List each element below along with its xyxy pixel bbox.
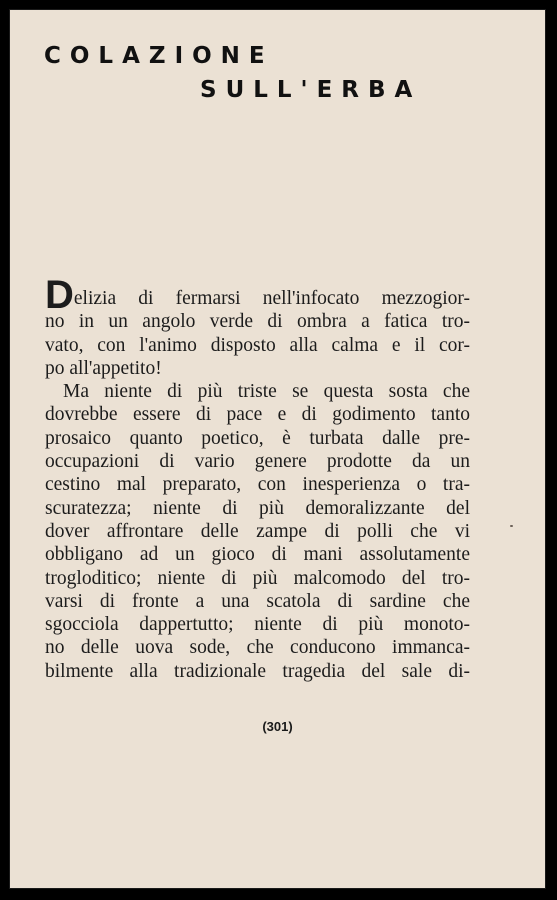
text-line: dover affrontare delle zampe di polli che vi [45, 520, 470, 542]
text-line: prosaico quanto poetico, è turbata dalle pre- [45, 427, 470, 449]
text-line: trogloditico; niente di più malcomodo del tro- [45, 567, 470, 589]
text-line: Ma niente di più triste se questa sosta che [63, 381, 470, 403]
text-line: occupazioni di vario genere prodotte da un [45, 451, 470, 473]
text-line: cestino mal preparato, con inesperienza o tra- [45, 474, 470, 496]
chapter-body-text [45, 273, 470, 683]
paper-speck [510, 525, 513, 527]
text-line: scuratezza; niente di più demoralizzante del [45, 497, 470, 519]
page-number: (301) [262, 719, 293, 734]
chapter-title-line-1: COLAZIONE [44, 43, 274, 69]
text-line: bilmente alla tradizionale tragedia del sale di- [45, 660, 470, 682]
book-page [9, 9, 546, 889]
text-line: dovrebbe essere di pace e di godimento tanto [45, 404, 470, 426]
paragraph-2 [45, 380, 470, 683]
drop-cap: D [45, 273, 74, 317]
text-line: obbligano ad un gioco di mani assolutamente [45, 544, 470, 566]
text-line: no delle uova sode, che conducono immanca- [45, 637, 470, 659]
chapter-title-line-2: SULL'ERBA [200, 77, 422, 103]
text-line: varsi di fronte a una scatola di sardine che [45, 590, 470, 612]
text-line: no in un angolo verde di ombra a fatica tro- [45, 311, 470, 333]
text-line: Delizia di fermarsi nell'infocato mezzogior- [45, 273, 470, 317]
text-line: po all'appetito! [45, 357, 162, 379]
paragraph-1 [45, 273, 470, 380]
text-line: vato, con l'animo disposto alla calma e il cor- [45, 334, 470, 356]
text-line: sgocciola dappertutto; niente di più monoto- [45, 614, 470, 636]
